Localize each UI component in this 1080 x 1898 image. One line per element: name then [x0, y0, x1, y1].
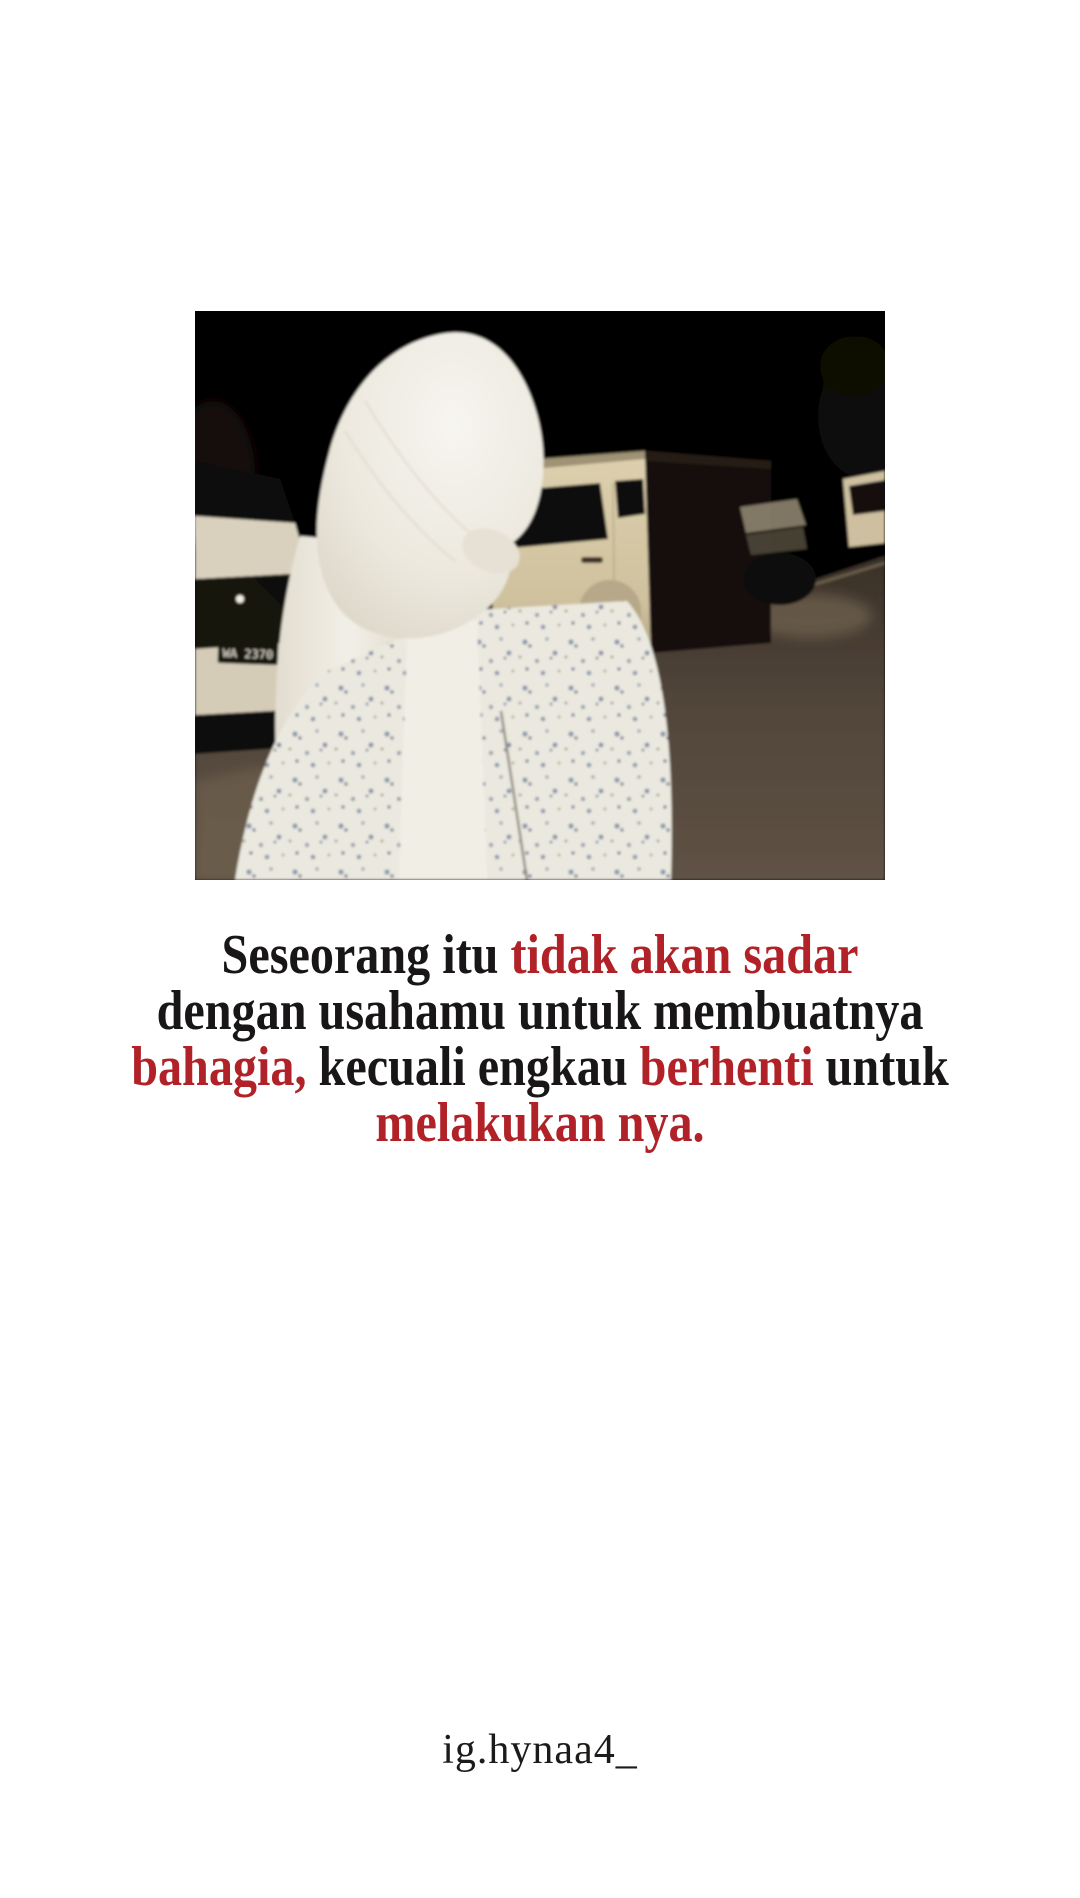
headlight-glint	[236, 595, 244, 603]
quote-segment-red: melakukan nya.	[375, 1092, 705, 1154]
quote-line-4	[76, 1092, 1005, 1154]
quote-segment: kecuali engkau	[306, 1036, 640, 1098]
quote-segment-red: berhenti	[639, 1036, 814, 1098]
license-plate	[218, 640, 279, 665]
svg-text:WA 2370: WA 2370	[222, 646, 274, 662]
photo	[195, 311, 885, 880]
night-street-scene	[195, 311, 885, 880]
quote-line-1	[76, 924, 1005, 986]
quote-segment: Seseorang itu	[221, 924, 511, 986]
quote-segment: dengan usahamu untuk membuatnya	[156, 980, 924, 1042]
scarf-tail	[399, 613, 487, 880]
door-handle	[581, 557, 603, 563]
far-right-vehicle	[843, 471, 885, 547]
quote-segment: untuk	[813, 1036, 949, 1098]
watermark-handle: ig.hynaa4_	[442, 1727, 638, 1773]
quote-text	[0, 924, 1080, 1154]
quote-segment-red: bahagia,	[131, 1036, 307, 1098]
quote-line-2	[76, 980, 1005, 1042]
quote-line-3	[76, 1036, 1005, 1098]
quote-segment-red: tidak akan sadar	[510, 924, 859, 986]
